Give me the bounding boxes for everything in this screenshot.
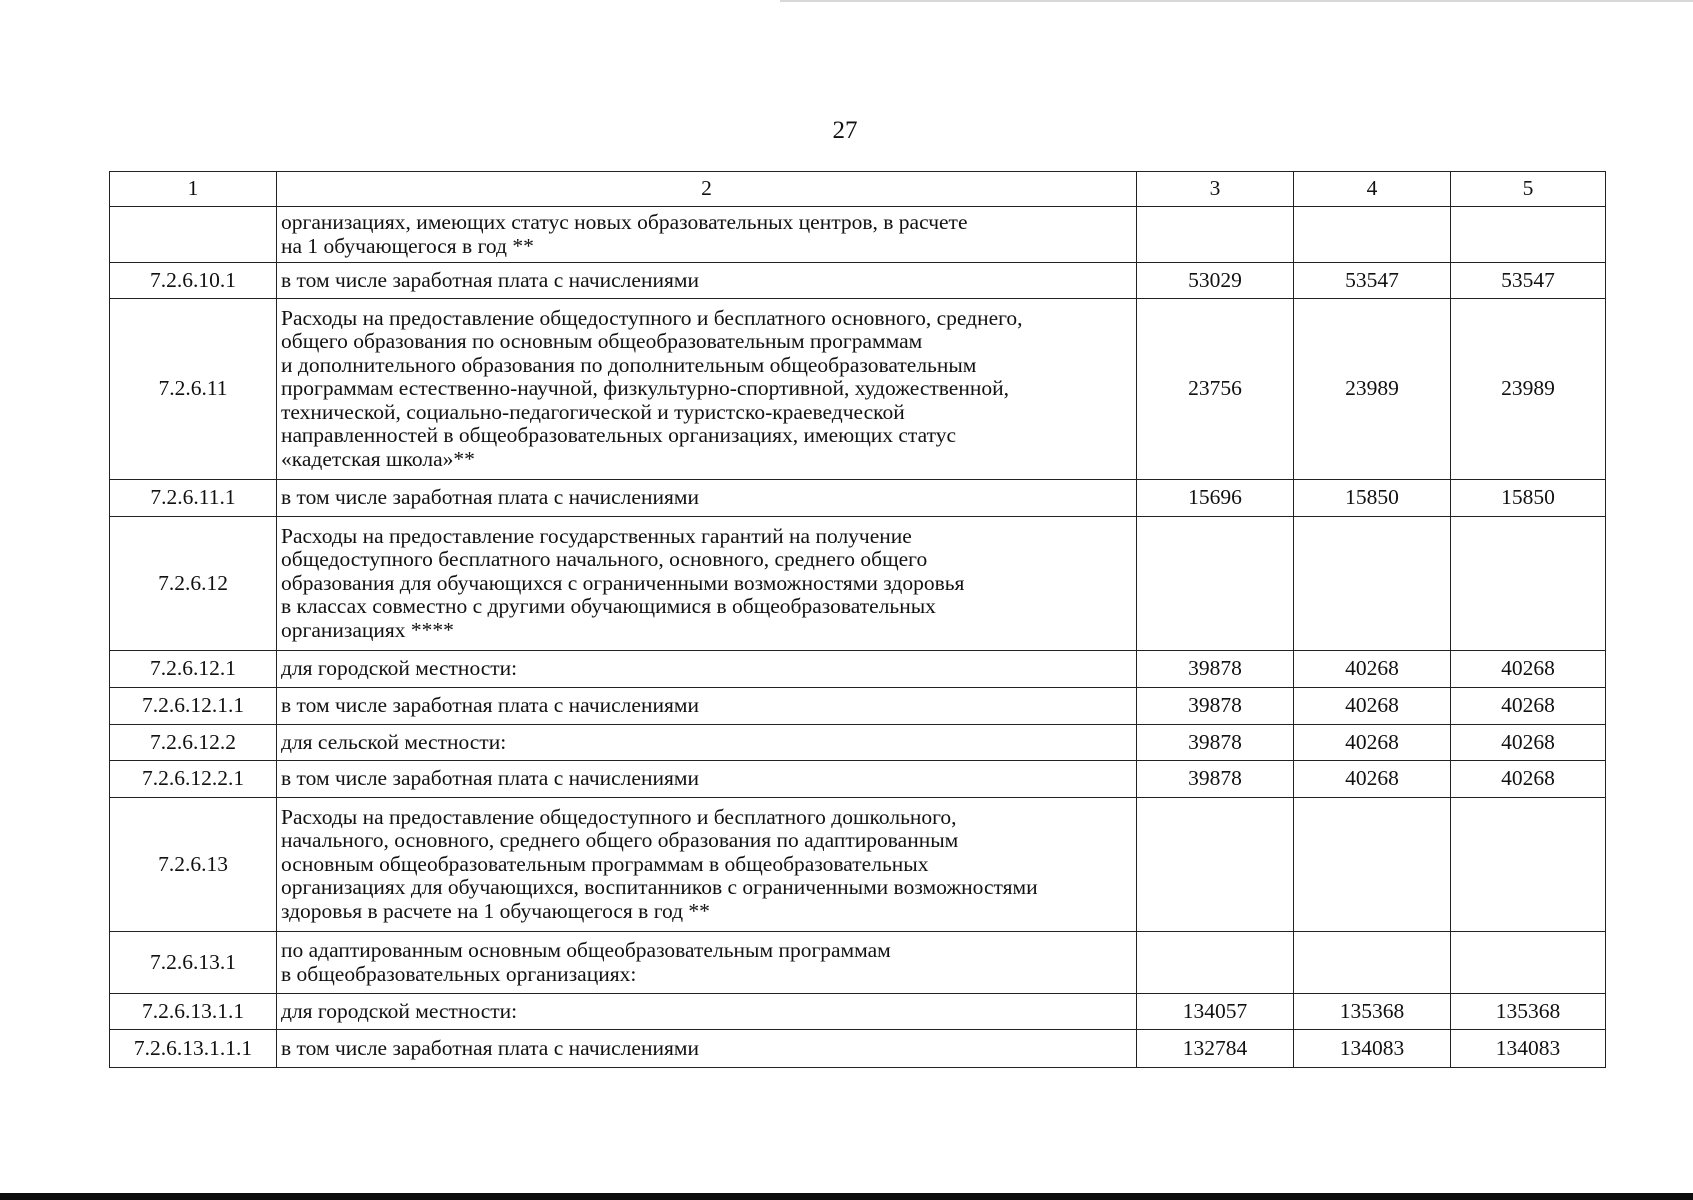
row-value-col3: 23756 [1137,299,1294,480]
row-value-col3: 39878 [1137,651,1294,688]
row-value-col5: 40268 [1451,688,1606,725]
row-value-col5: 135368 [1451,994,1606,1030]
table-row [110,725,1606,761]
row-value-col5: 53547 [1451,263,1606,299]
row-value-col3: 39878 [1137,725,1294,761]
row-value-col5: 40268 [1451,725,1606,761]
row-value-col5: 40268 [1451,761,1606,798]
row-value-col5 [1451,932,1606,994]
table-row [110,688,1606,725]
row-value-col4: 23989 [1294,299,1451,480]
row-description: по адаптированным основным общеобразовательным программам в общеобразовательных организациях: [277,932,1137,994]
row-description: для сельской местности: [277,725,1137,761]
row-value-col3: 39878 [1137,688,1294,725]
row-value-col5 [1451,517,1606,651]
row-value-col4 [1294,207,1451,263]
row-description: в том числе заработная плата с начислениями [277,761,1137,798]
row-value-col4: 40268 [1294,651,1451,688]
row-code: 7.2.6.11.1 [110,480,277,517]
row-description: для городской местности: [277,994,1137,1030]
table-row [110,299,1606,480]
row-value-col3: 39878 [1137,761,1294,798]
table-row [110,480,1606,517]
row-value-col3 [1137,517,1294,651]
row-value-col3 [1137,798,1294,932]
row-description: Расходы на предоставление общедоступного и бесплатного дошкольного, начального, основного, среднего общего образования по адаптированным основным общеобразовательным программам в общеобразовательных организациях для обучающихся, воспитанников с ограниченными возможностями здоровья в расчете на 1 обучающегося в год ** [277,798,1137,932]
table-header-row [110,172,1606,207]
row-code: 7.2.6.11 [110,299,277,480]
row-value-col4: 40268 [1294,761,1451,798]
row-value-col4: 53547 [1294,263,1451,299]
row-value-col5: 23989 [1451,299,1606,480]
row-value-col4: 135368 [1294,994,1451,1030]
row-code: 7.2.6.12.1.1 [110,688,277,725]
row-description: для городской местности: [277,651,1137,688]
row-description: в том числе заработная плата с начислениями [277,1030,1137,1068]
row-value-col3 [1137,932,1294,994]
row-value-col5 [1451,798,1606,932]
row-description: в том числе заработная плата с начислениями [277,480,1137,517]
table-row [110,517,1606,651]
row-value-col4 [1294,932,1451,994]
row-value-col3: 134057 [1137,994,1294,1030]
row-value-col3 [1137,207,1294,263]
row-code: 7.2.6.13.1 [110,932,277,994]
column-header-2: 2 [277,172,1137,207]
row-value-col5: 134083 [1451,1030,1606,1068]
page-number: 27 [832,117,858,144]
table-row [110,207,1606,263]
row-description: организациях, имеющих статус новых образовательных центров, в расчете на 1 обучающегося в год ** [277,207,1137,263]
row-value-col4 [1294,517,1451,651]
row-code: 7.2.6.12 [110,517,277,651]
scan-edge-top [780,0,1693,2]
row-code: 7.2.6.13.1.1 [110,994,277,1030]
column-header-1: 1 [110,172,277,207]
row-value-col3: 53029 [1137,263,1294,299]
row-code: 7.2.6.13.1.1.1 [110,1030,277,1068]
table-row [110,994,1606,1030]
row-code: 7.2.6.13 [110,798,277,932]
table-row [110,761,1606,798]
table-row [110,1030,1606,1068]
row-code: 7.2.6.12.2 [110,725,277,761]
row-value-col4: 40268 [1294,688,1451,725]
table-row [110,263,1606,299]
row-value-col4 [1294,798,1451,932]
row-code [110,207,277,263]
row-description: Расходы на предоставление государственных гарантий на получение общедоступного бесплатного начального, основного, среднего общего образования для обучающихся с ограниченными возможностями здоровья в классах совместно с другими обучающимися в общеобразовательных организациях **** [277,517,1137,651]
row-description: Расходы на предоставление общедоступного и бесплатного основного, среднего, общего образования по основным общеобразовательным программам и дополнительного образования по дополнительным общеобразовательным программам естественно-научной, физкультурно-спортивной, художественной, технической, социально-педагогической и туристско-краеведческой направленностей в общеобразовательных организациях, имеющих статус «кадетская школа»** [277,299,1137,480]
row-description: в том числе заработная плата с начислениями [277,263,1137,299]
row-code: 7.2.6.12.1 [110,651,277,688]
column-header-3: 3 [1137,172,1294,207]
scan-edge-bottom [0,1193,1693,1200]
row-value-col3: 132784 [1137,1030,1294,1068]
row-value-col4: 40268 [1294,725,1451,761]
column-header-4: 4 [1294,172,1451,207]
row-value-col4: 134083 [1294,1030,1451,1068]
table-row [110,798,1606,932]
table-row [110,651,1606,688]
row-value-col5: 15850 [1451,480,1606,517]
budget-table [109,171,1606,1068]
row-value-col4: 15850 [1294,480,1451,517]
row-code: 7.2.6.10.1 [110,263,277,299]
column-header-5: 5 [1451,172,1606,207]
row-description: в том числе заработная плата с начислениями [277,688,1137,725]
row-value-col5: 40268 [1451,651,1606,688]
row-code: 7.2.6.12.2.1 [110,761,277,798]
table-row [110,932,1606,994]
row-value-col5 [1451,207,1606,263]
row-value-col3: 15696 [1137,480,1294,517]
